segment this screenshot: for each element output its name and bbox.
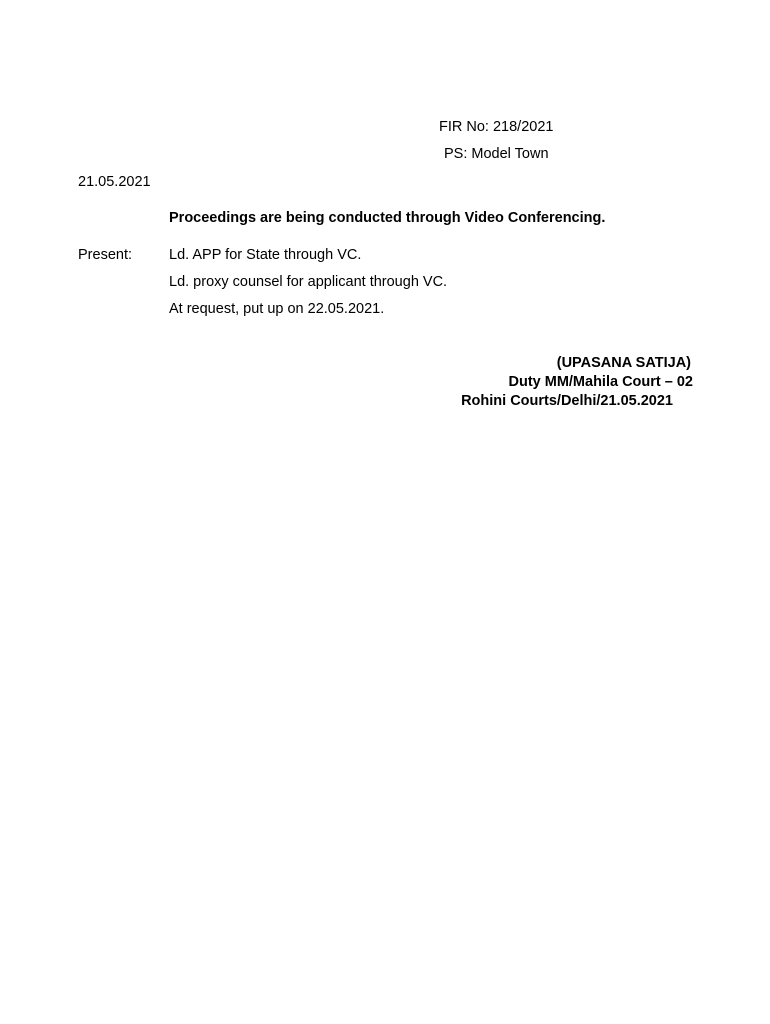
signatory-designation: Duty MM/Mahila Court – 02 <box>508 374 693 390</box>
fir-number: FIR No: 218/2021 <box>439 119 554 135</box>
present-line-counsel: Ld. proxy counsel for applicant through VC. <box>169 274 448 290</box>
present-line-app: Ld. APP for State through VC. <box>169 247 362 263</box>
present-label: Present: <box>78 247 132 263</box>
vc-notice: Proceedings are being conducted through Video Conferencing. <box>169 210 606 226</box>
signatory-place-date: Rohini Courts/Delhi/21.05.2021 <box>461 393 673 409</box>
police-station: PS: Model Town <box>444 146 549 162</box>
order-date: 21.05.2021 <box>78 174 151 190</box>
present-line-adjournment: At request, put up on 22.05.2021. <box>169 301 385 317</box>
signatory-name: (UPASANA SATIJA) <box>556 355 691 371</box>
